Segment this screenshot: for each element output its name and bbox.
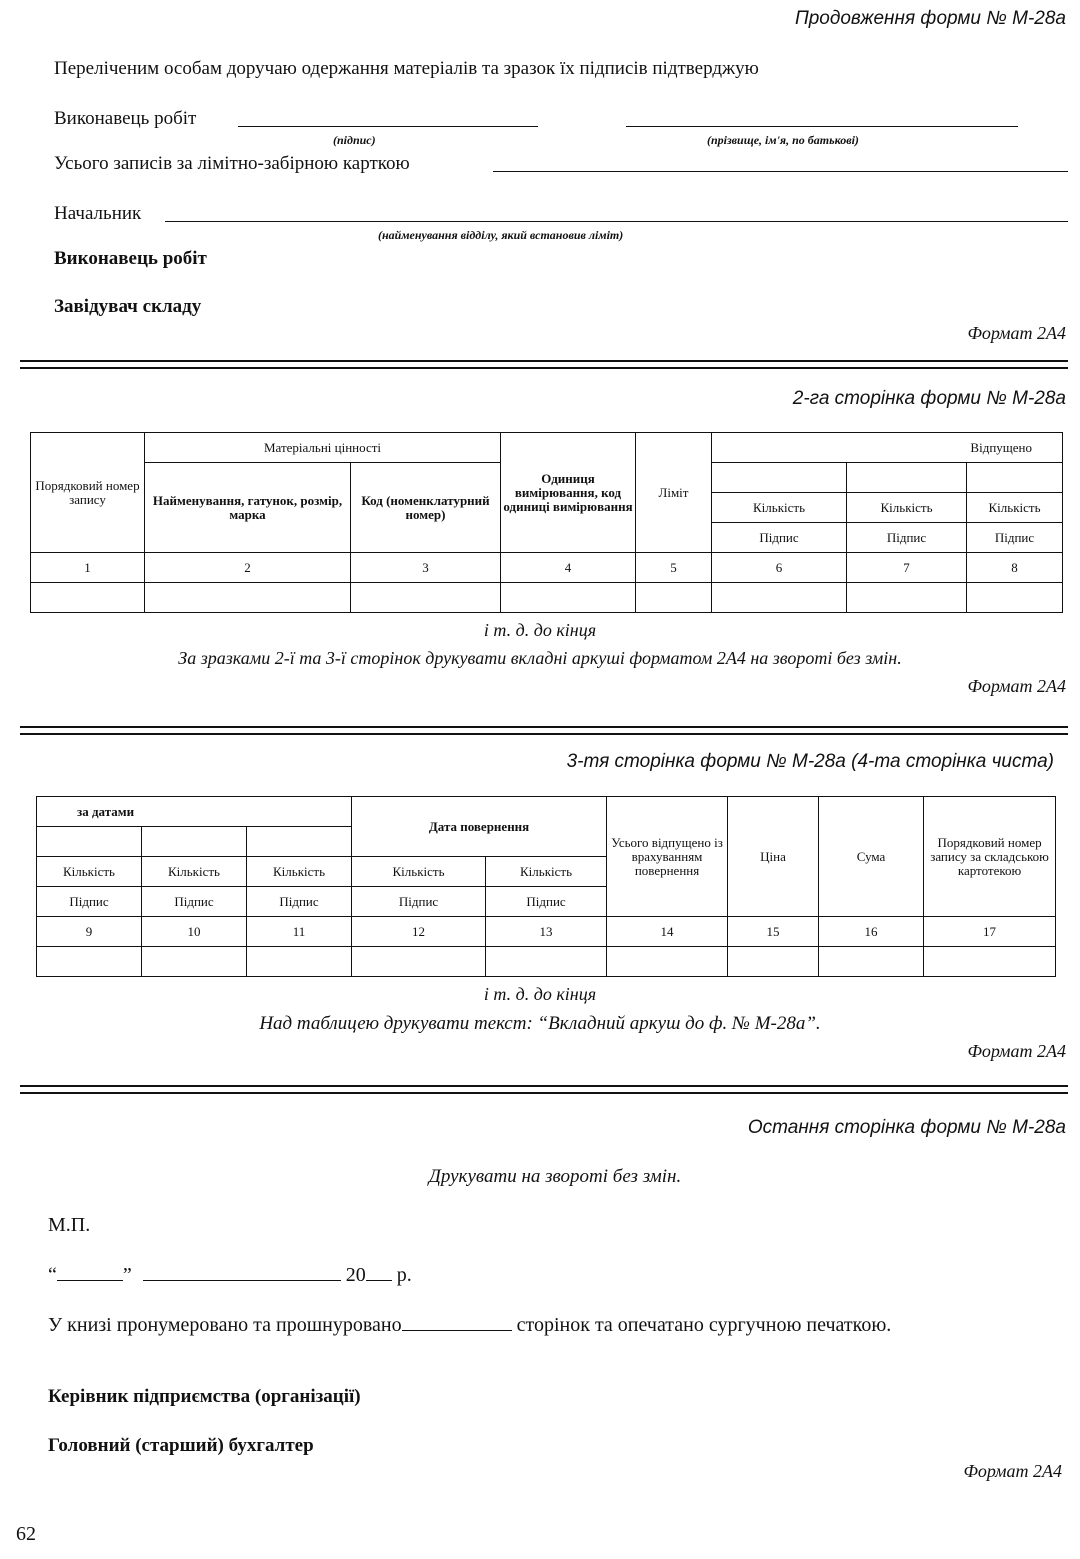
month-blank[interactable] [143, 1280, 341, 1281]
executor-bold-label: Виконавець робіт [54, 248, 207, 269]
total-records-label: Усього записів за лімітно-забірною карткою [54, 153, 410, 174]
header-sum: Сума [819, 797, 924, 917]
table-cell[interactable] [967, 583, 1063, 613]
table-cell[interactable] [352, 947, 486, 977]
executor-signature-line[interactable] [238, 126, 538, 127]
format-label-2: Формат 2А4 [967, 676, 1066, 696]
table-cell[interactable] [247, 947, 352, 977]
column-number: 14 [607, 917, 728, 947]
table-cell[interactable] [819, 947, 924, 977]
header-signature: Підпис [967, 523, 1063, 553]
column-numbers-row [37, 917, 1056, 947]
numbered-pages-line [48, 1314, 891, 1337]
table-row [31, 583, 1063, 613]
date-cell[interactable] [142, 827, 247, 857]
table-cell[interactable] [501, 583, 636, 613]
page3-etc: і т. д. до кінця [483, 984, 597, 1004]
header-signature: Підпис [712, 523, 847, 553]
day-blank[interactable] [57, 1280, 123, 1281]
chief-accountant-label: Головний (старший) бухгалтер [48, 1435, 314, 1456]
page2-etc: і т. д. до кінця [483, 620, 597, 640]
header-price: Ціна [728, 797, 819, 917]
column-number: 4 [501, 553, 636, 583]
column-number: 16 [819, 917, 924, 947]
released-date-cell[interactable] [847, 463, 967, 493]
last-page-header [748, 1117, 1066, 1139]
continuation-header [795, 8, 1066, 30]
last-page-header-text: Остання сторінка форми № М-28а [747, 1117, 1066, 1138]
column-number: 1 [31, 553, 145, 583]
pages-count-blank[interactable] [402, 1330, 512, 1331]
numbered-suffix: сторінок та опечатано сургучною печаткою. [516, 1314, 892, 1336]
table-cell[interactable] [636, 583, 712, 613]
header-quantity: Кількість [352, 857, 486, 887]
column-number: 10 [142, 917, 247, 947]
table-cell[interactable] [351, 583, 501, 613]
table-cell[interactable] [486, 947, 607, 977]
section-divider-1 [20, 360, 1068, 369]
page2-table [30, 432, 1063, 613]
header-limit: Ліміт [636, 433, 712, 553]
year-prefix: 20 [345, 1264, 366, 1286]
header-signature: Підпис [847, 523, 967, 553]
header-quantity: Кількість [847, 493, 967, 523]
table-cell[interactable] [712, 583, 847, 613]
section-divider-2 [20, 726, 1068, 735]
column-number: 11 [247, 917, 352, 947]
table-cell[interactable] [847, 583, 967, 613]
name-caption: (прізвище, ім'я, по батькові) [707, 133, 859, 147]
header-signature: Підпис [142, 887, 247, 917]
column-number: 3 [351, 553, 501, 583]
header-signature: Підпис [247, 887, 352, 917]
header-signature: Підпис [486, 887, 607, 917]
column-number: 17 [924, 917, 1056, 947]
table-cell[interactable] [924, 947, 1056, 977]
page3-note: Над таблицею друкувати текст: “Вкладний аркуш до ф. № М-28а”. [259, 1013, 821, 1034]
date-line [48, 1264, 412, 1287]
header-return-date: Дата повернення [352, 797, 607, 857]
header-total-released: Усього відпущено із врахуванням повернення [607, 797, 728, 917]
column-number: 6 [712, 553, 847, 583]
table-cell[interactable] [31, 583, 145, 613]
page3-header [567, 751, 1054, 773]
header-quantity: Кількість [247, 857, 352, 887]
continuation-header-text: Продовження форми № М-28а [794, 8, 1066, 29]
page3-header-text: 3-тя сторінка форми № М-28а [566, 751, 846, 772]
column-number: 12 [352, 917, 486, 947]
header-released: Відпущено [712, 433, 1063, 463]
header-quantity: Кількість [142, 857, 247, 887]
stamp-label: М.П. [48, 1214, 91, 1236]
table-cell[interactable] [142, 947, 247, 977]
header-unit: Одиниця вимірювання, код одиниці вимірювання [501, 433, 636, 553]
authorization-text: Переліченим особам доручаю одержання матеріалів та зразок їх підписів підтверджую [54, 58, 759, 79]
column-numbers-row [31, 553, 1063, 583]
header-quantity: Кількість [712, 493, 847, 523]
column-number: 7 [847, 553, 967, 583]
page-number: 62 [16, 1523, 36, 1545]
department-caption: (найменування відділу, який встановив ліміт) [378, 228, 624, 242]
header-quantity: Кількість [37, 857, 142, 887]
released-date-cell[interactable] [712, 463, 847, 493]
year-suffix: р. [396, 1264, 412, 1286]
enterprise-head-label: Керівник підприємства (організації) [48, 1386, 361, 1407]
date-quote-close: ” [122, 1264, 132, 1286]
header-signature: Підпис [352, 887, 486, 917]
chief-line[interactable] [165, 221, 1068, 222]
page2-header-text: 2-га сторінка форми № М-28а [792, 388, 1066, 409]
column-number: 9 [37, 917, 142, 947]
header-material-values: Матеріальні цінності [145, 433, 501, 463]
year-blank[interactable] [366, 1280, 392, 1281]
header-by-dates: за датами [37, 797, 352, 827]
print-note: Друкувати на звороті без змін. [428, 1166, 682, 1187]
format-label-1: Формат 2А4 [967, 323, 1066, 343]
table-cell[interactable] [728, 947, 819, 977]
column-number: 8 [967, 553, 1063, 583]
column-number: 2 [145, 553, 351, 583]
table-cell[interactable] [145, 583, 351, 613]
signature-caption: (підпис) [333, 133, 376, 147]
format-label-4: Формат 2А4 [963, 1461, 1062, 1481]
date-cell[interactable] [37, 827, 142, 857]
table-cell[interactable] [607, 947, 728, 977]
header-quantity: Кількість [486, 857, 607, 887]
column-number: 13 [486, 917, 607, 947]
table-row [37, 947, 1056, 977]
page2-note: За зразками 2-ї та 3-ї сторінок друкувати вкладні аркуші форматом 2А4 на звороті без змін. [178, 648, 902, 668]
executor-label: Виконавець робіт [54, 108, 197, 129]
section-divider-3 [20, 1085, 1068, 1094]
date-quote-open: “ [48, 1264, 57, 1286]
date-cell[interactable] [247, 827, 352, 857]
executor-name-line[interactable] [626, 126, 1018, 127]
page2-header [793, 388, 1066, 410]
page3-header-note: (4-та сторінка чиста) [851, 751, 1054, 772]
header-seq-number: Порядковий номер запису [31, 433, 145, 553]
released-date-cell[interactable] [967, 463, 1063, 493]
table-cell[interactable] [37, 947, 142, 977]
numbered-prefix: У книзі пронумеровано та прошнуровано [48, 1314, 402, 1336]
column-number: 5 [636, 553, 712, 583]
header-seq-card: Порядковий номер запису за складською картотекою [924, 797, 1056, 917]
chief-label: Начальник [54, 203, 142, 224]
header-name-grade: Найменування, гатунок, розмір, марка [145, 463, 351, 553]
warehouse-head-label: Завідувач складу [54, 296, 202, 317]
header-code: Код (номенклатурний номер) [351, 463, 501, 553]
format-label-3: Формат 2А4 [967, 1041, 1066, 1061]
header-signature: Підпис [37, 887, 142, 917]
header-quantity: Кількість [967, 493, 1063, 523]
total-records-line[interactable] [493, 171, 1068, 172]
column-number: 15 [728, 917, 819, 947]
page3-table [36, 796, 1056, 977]
